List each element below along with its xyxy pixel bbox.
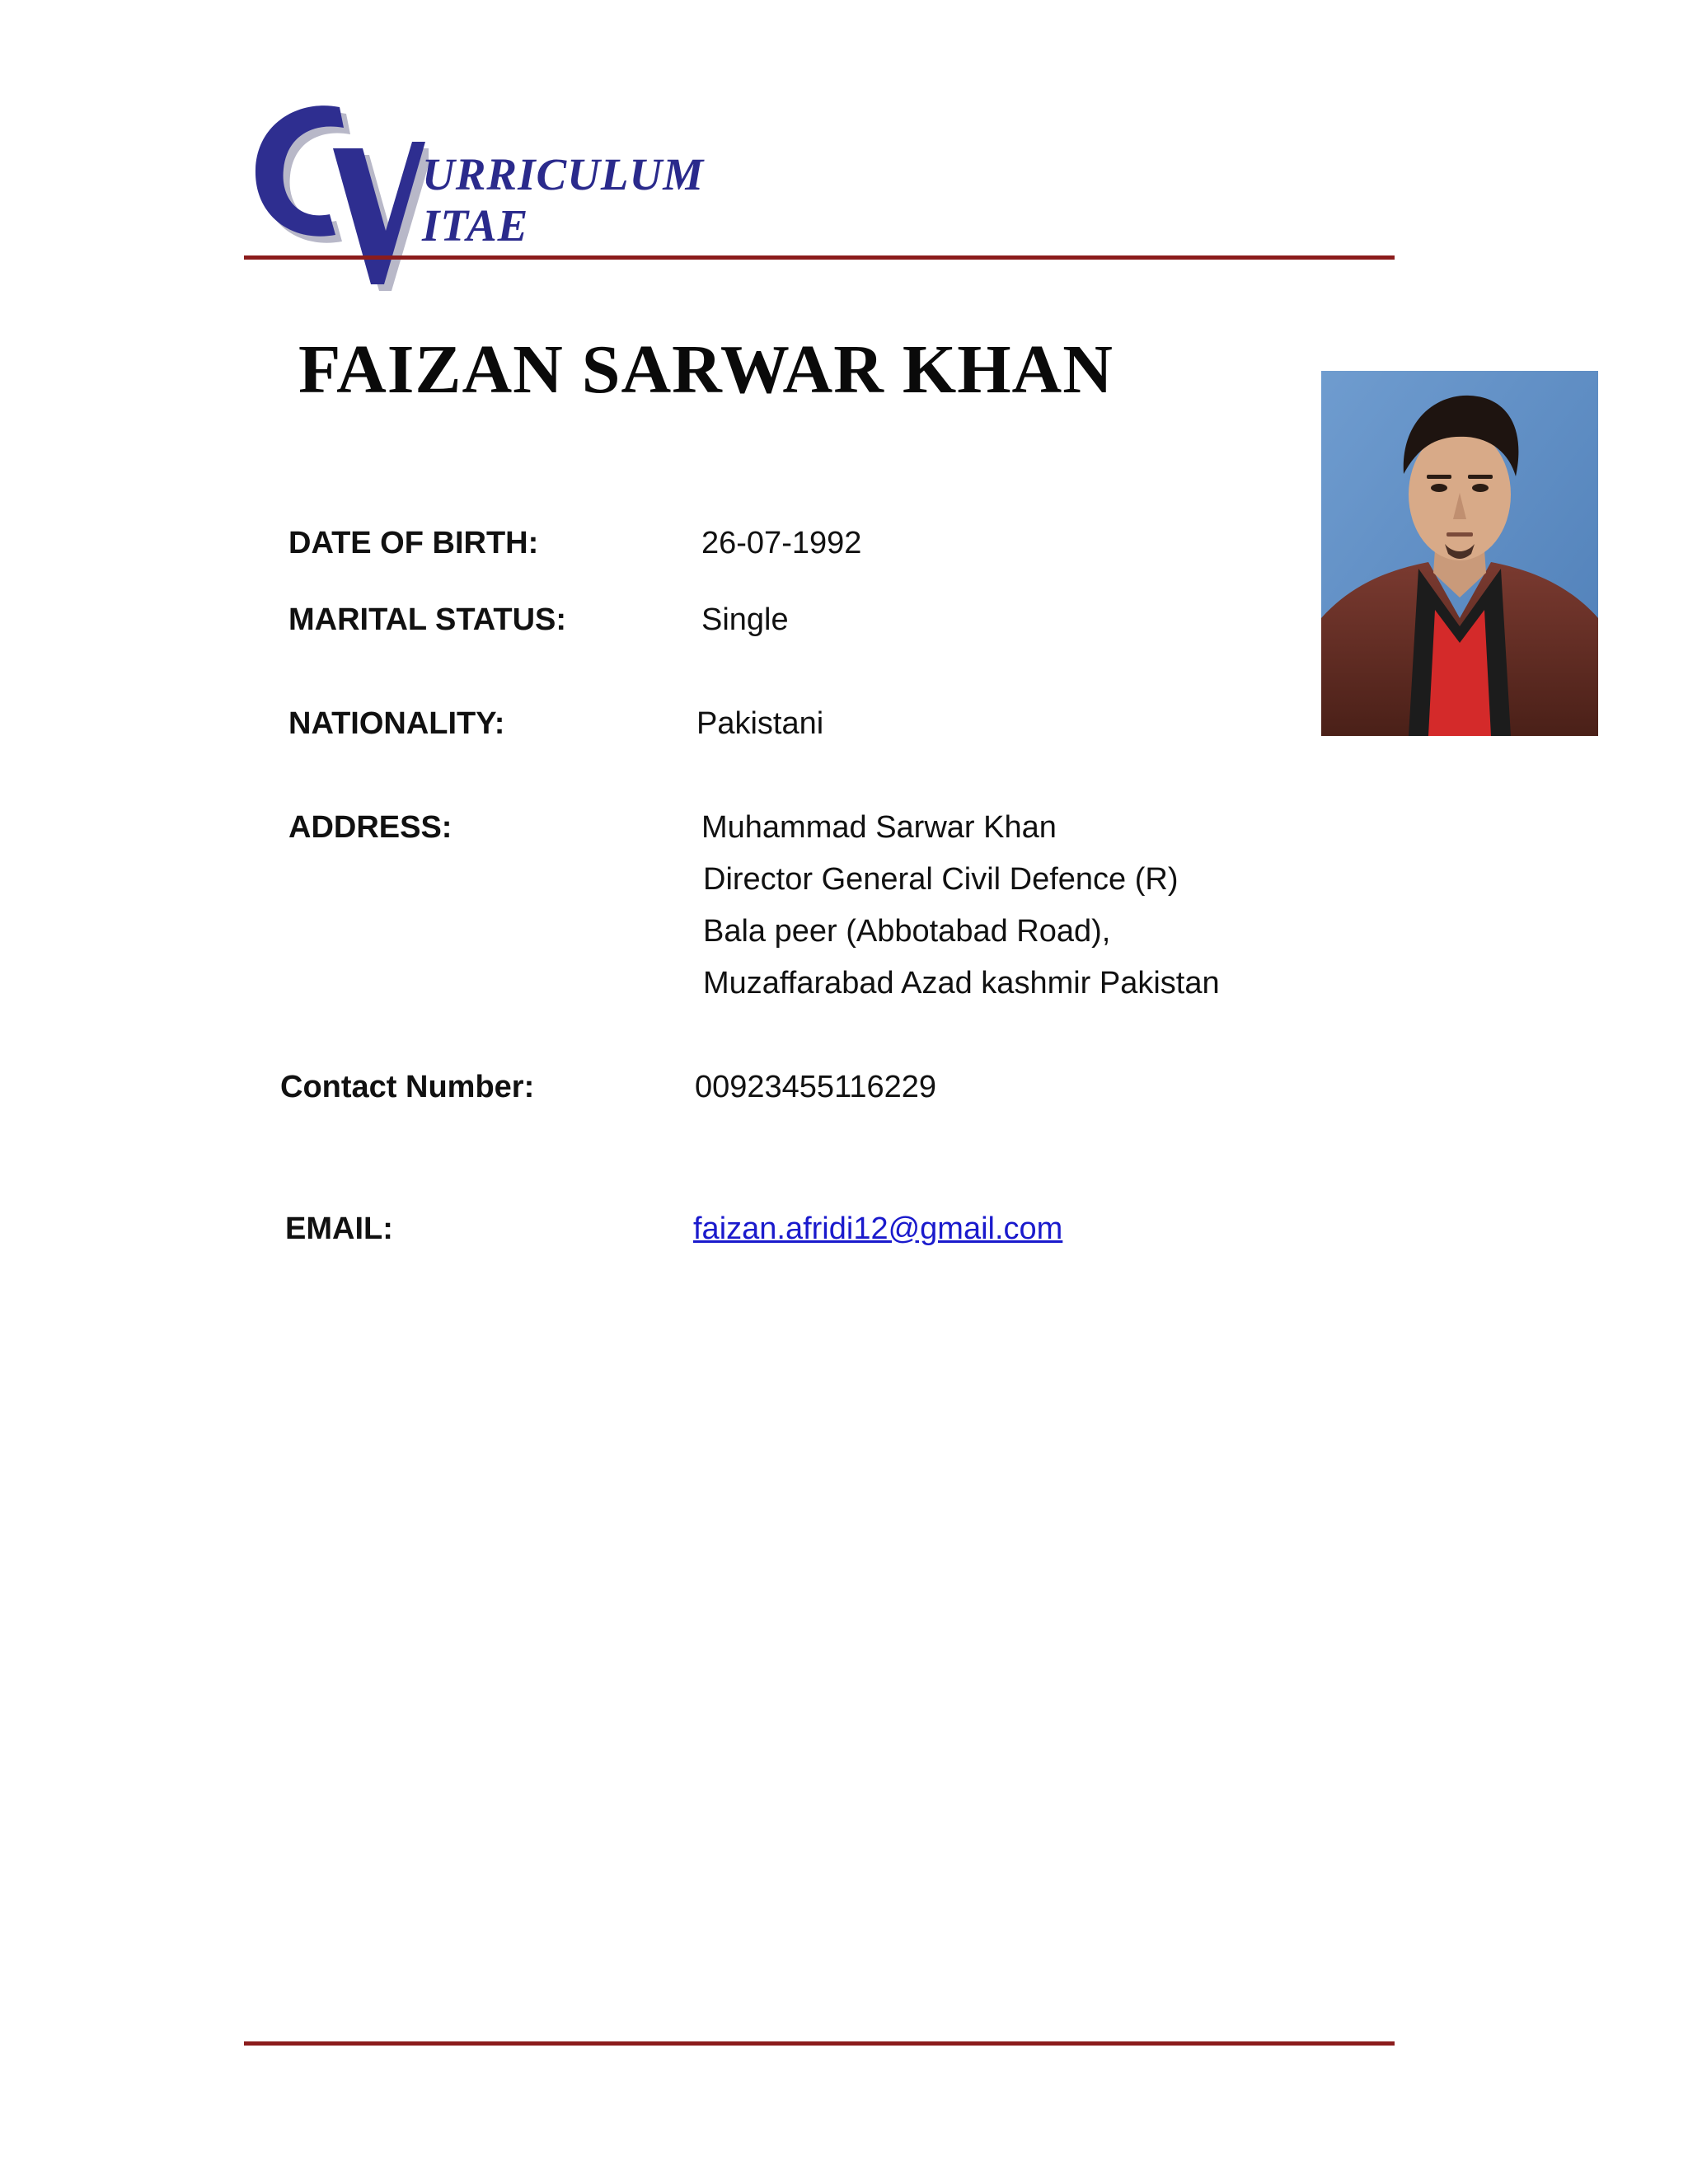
contact-number-value: 00923455116229 [695,1070,937,1104]
nationality-label: NATIONALITY: [288,706,505,741]
marital-status-label: MARITAL STATUS: [288,602,567,637]
address-line: Bala peer (Abbotabad Road), [703,914,1111,949]
address-label: ADDRESS: [288,810,452,845]
candidate-name: FAIZAN SARWAR KHAN [298,331,1114,408]
portrait-image [1321,371,1598,736]
footer-divider [244,2041,1395,2046]
email-link[interactable]: faizan.afridi12@gmail.com [693,1212,1063,1246]
email-label: EMAIL: [285,1212,393,1246]
header-divider [244,255,1395,260]
cv-logo-mark [247,97,429,303]
dob-value: 26-07-1992 [701,526,862,560]
nationality-value: Pakistani [696,706,824,741]
logo-word-curriculum: URRICULUM [422,149,705,199]
marital-status-value: Single [701,602,789,637]
address-line: Muzaffarabad Azad kashmir Pakistan [703,966,1220,1001]
dob-label: DATE OF BIRTH: [288,526,539,560]
address-line: Director General Civil Defence (R) [703,862,1179,897]
candidate-photo [1321,371,1598,736]
contact-number-label: Contact Number: [280,1070,535,1104]
cv-logo [247,97,709,303]
address-line: Muhammad Sarwar Khan [701,810,1057,845]
logo-word-vitae: ITAE [422,200,529,251]
